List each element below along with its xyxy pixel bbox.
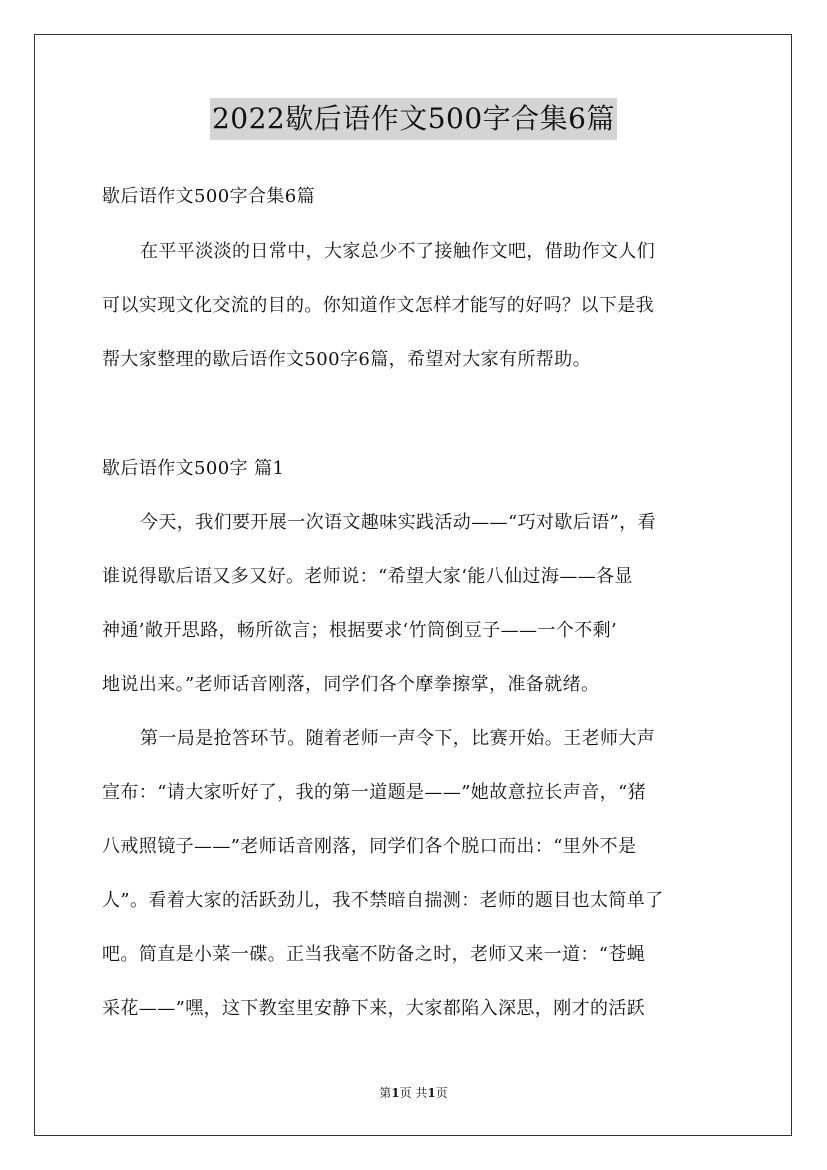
intro-line: 在平平淡淡的日常中，大家总少不了接触作文吧，借助作文人们 xyxy=(140,241,656,262)
intro-line: 可以实现文化交流的目的。你知道作文怎样才能写的好吗？以下是我 xyxy=(102,295,654,316)
footer-mid: 页 共 xyxy=(399,1086,428,1100)
footer-suffix: 页 xyxy=(435,1086,448,1100)
body-line: 采花——”嘿，这下教室里安静下来，大家都陷入深思，刚才的活跃 xyxy=(102,998,646,1019)
body-line: 八戒照镜子——”老师话音刚落，同学们各个脱口而出：“里外不是 xyxy=(102,836,637,857)
intro-line: 帮大家整理的歇后语作文500字6篇，希望对大家有所帮助。 xyxy=(102,349,592,370)
document-title: 2022歇后语作文500字合集6篇 xyxy=(210,98,617,140)
body-line: 今天，我们要开展一次语文趣味实践活动——“巧对歇后语”，看 xyxy=(140,512,657,533)
page-current: 1 xyxy=(391,1086,400,1100)
body-line: 人”。看着大家的活跃劲儿，我不禁暗自揣测：老师的题目也太简单了 xyxy=(102,890,664,911)
page-footer xyxy=(0,1084,827,1101)
section-heading: 歇后语作文500字 篇1 xyxy=(102,458,285,479)
title-container xyxy=(0,98,827,140)
body-line: 宣布：“请大家听好了，我的第一道题是——”她故意拉长声音，“猪 xyxy=(102,782,647,803)
body-line: 吧。简直是小菜一碟。正当我毫不防备之时，老师又来一道：“苍蝇 xyxy=(102,944,646,965)
body-line: 谁说得歇后语又多又好。老师说：“希望大家‘能八仙过海——各显 xyxy=(102,566,633,587)
body-line: 地说出来。”老师话音刚落，同学们各个摩拳擦掌，准备就绪。 xyxy=(102,674,600,695)
section-heading: 歇后语作文500字合集6篇 xyxy=(102,186,316,207)
body-line: 神通’敞开思路，畅所欲言；根据要求‘竹筒倒豆子——一个不剩’ xyxy=(102,620,618,641)
footer-prefix: 第 xyxy=(379,1086,392,1100)
page-total: 1 xyxy=(427,1086,436,1100)
body-line: 第一局是抢答环节。随着老师一声令下，比赛开始。王老师大声 xyxy=(140,728,656,749)
